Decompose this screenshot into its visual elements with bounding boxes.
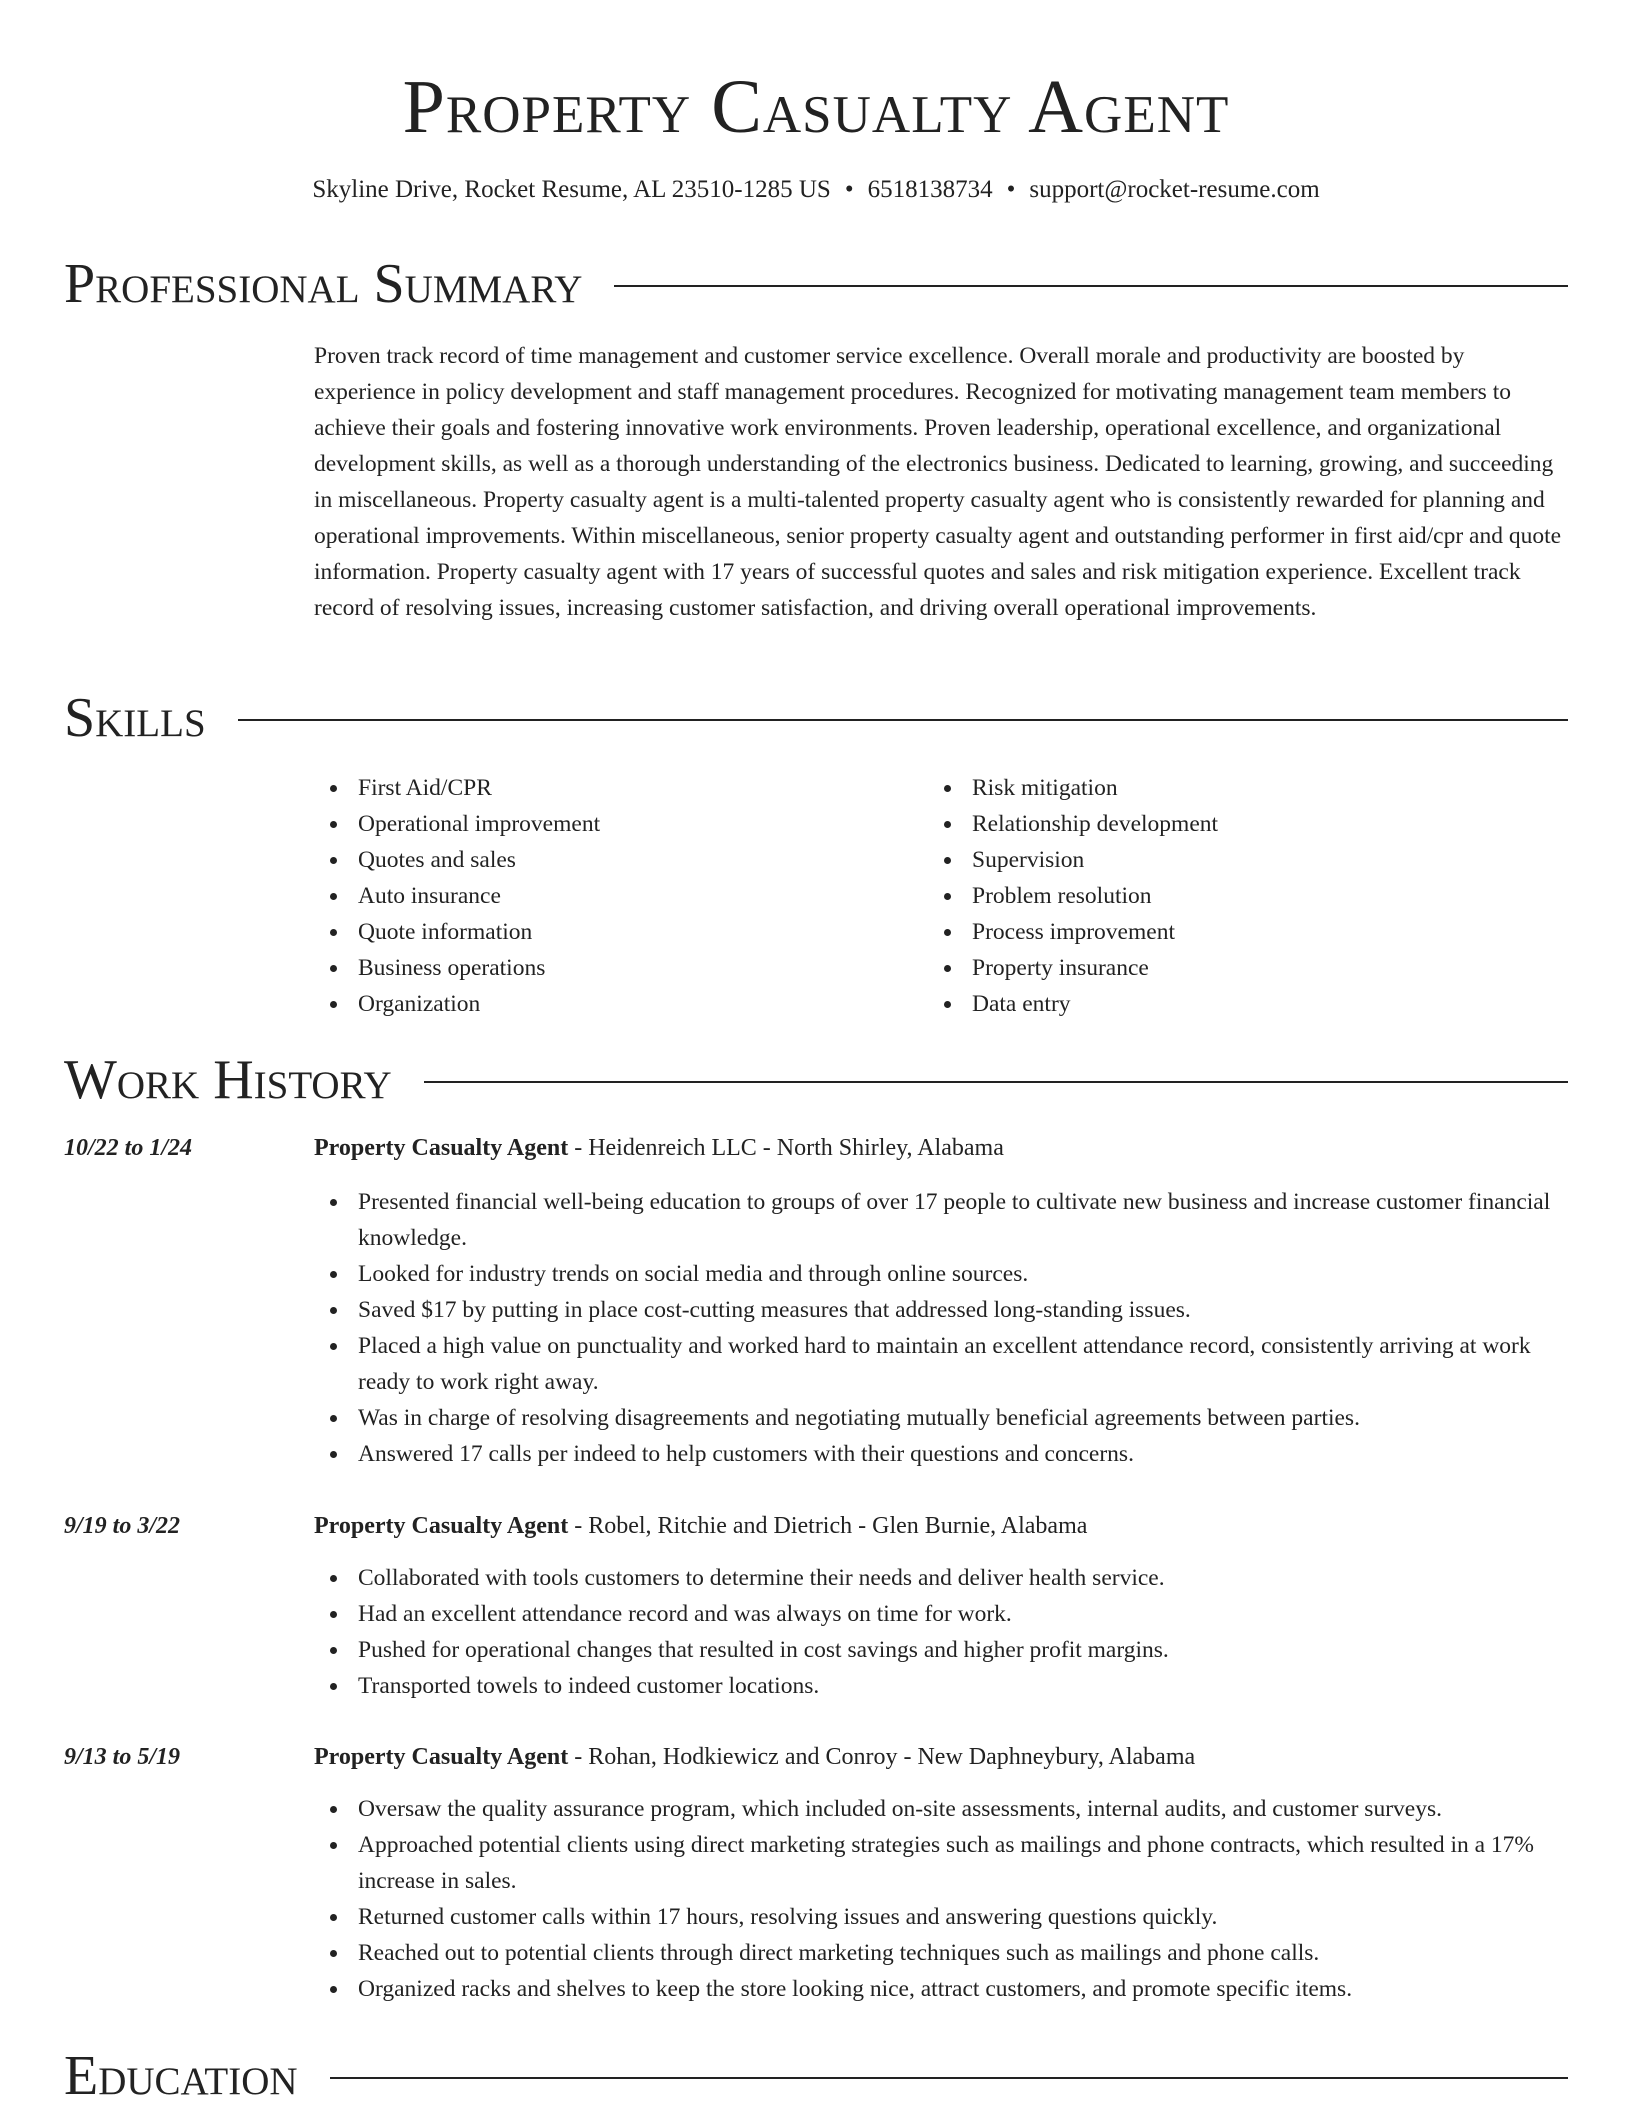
skill-item: Auto insurance bbox=[314, 878, 914, 914]
job-bullet: Answered 17 calls per indeed to help customers with their questions and concerns. bbox=[314, 1436, 1568, 1472]
job-bullet: Transported towels to indeed customer locations. bbox=[314, 1668, 1568, 1704]
education-heading: Education bbox=[64, 2045, 298, 2107]
job-title-line bbox=[314, 1739, 1195, 1775]
job-bullet: Organized racks and shelves to keep the store looking nice, attract customers, and promote specific items. bbox=[314, 1971, 1568, 2007]
job-bullet: Returned customer calls within 17 hours, resolving issues and answering questions quickly. bbox=[314, 1899, 1568, 1935]
contact-phone: 6518138734 bbox=[867, 176, 993, 203]
job-dates: 9/13 to 5/19 bbox=[64, 1744, 181, 1770]
skill-item: Risk mitigation bbox=[928, 770, 1528, 806]
job-bullets bbox=[314, 1184, 1568, 1472]
section-divider bbox=[238, 719, 1568, 721]
job-dates: 10/22 to 1/24 bbox=[64, 1135, 193, 1161]
job-title: Property Casualty Agent bbox=[314, 1744, 569, 1770]
contact-separator: • bbox=[844, 176, 854, 203]
skill-item: Business operations bbox=[314, 950, 914, 986]
skill-item: Data entry bbox=[928, 986, 1528, 1022]
skills-list-left bbox=[314, 770, 914, 1022]
job-bullet: Saved $17 by putting in place cost-cutting measures that addressed long-standing issues. bbox=[314, 1292, 1568, 1328]
section-divider bbox=[330, 2077, 1568, 2079]
job-bullet: Oversaw the quality assurance program, which included on-site assessments, internal audits, and customer surveys. bbox=[314, 1791, 1568, 1827]
job-employer: - Rohan, Hodkiewicz and Conroy - New Daphneybury, Alabama bbox=[568, 1744, 1196, 1770]
resume-name: Property Casualty Agent bbox=[402, 65, 1230, 149]
job-bullet: Approached potential clients using direct marketing strategies such as mailings and phone contracts, which resulted in a 17% increase in sales. bbox=[314, 1827, 1568, 1899]
skill-item: Property insurance bbox=[928, 950, 1528, 986]
summary-text: Proven track record of time management and customer service excellence. Overall morale and productivity are boosted by experience in policy development and staff management procedures. Recognized for motivating management team members to achieve their goals and fostering innovative work environments. Proven leadership, operational excellence, and organizational development skills, as well as a thorough understanding of the electronics business. Dedicated to learning, growing, and succeeding in miscellaneous. Property casualty agent is a multi-talented property casualty agent who is consistently rewarded for planning and operational improvements. Within miscellaneous, senior property casualty agent and outstanding performer in first aid/cpr and quote information. Property casualty agent with 17 years of successful quotes and sales and risk mitigation experience. Excellent track record of resolving issues, increasing customer satisfaction, and driving overall operational improvements. bbox=[314, 343, 1562, 621]
job-title-line bbox=[314, 1508, 1087, 1544]
job-title-line bbox=[314, 1130, 1004, 1166]
job-dates: 9/19 to 3/22 bbox=[64, 1513, 181, 1539]
section-divider bbox=[424, 1081, 1568, 1083]
work-heading: Work History bbox=[64, 1049, 392, 1111]
job-bullet: Collaborated with tools customers to determine their needs and deliver health service. bbox=[314, 1560, 1568, 1596]
skill-item: Process improvement bbox=[928, 914, 1528, 950]
job-employer: - Robel, Ritchie and Dietrich - Glen Burnie, Alabama bbox=[568, 1513, 1088, 1539]
contact-email: support@rocket-resume.com bbox=[1029, 176, 1320, 203]
job-bullets bbox=[314, 1560, 1568, 1704]
job-bullet: Presented financial well-being education to groups of over 17 people to cultivate new business and increase customer financial knowledge. bbox=[314, 1184, 1568, 1256]
contact-address: Skyline Drive, Rocket Resume, AL 23510-1285 US bbox=[312, 176, 831, 203]
work-section-header bbox=[64, 1048, 1568, 1112]
skill-item: Quotes and sales bbox=[314, 842, 914, 878]
skill-item: Supervision bbox=[928, 842, 1528, 878]
job-employer: - Heidenreich LLC - North Shirley, Alabama bbox=[568, 1135, 1004, 1161]
contact-separator: • bbox=[1006, 176, 1016, 203]
job-bullets bbox=[314, 1791, 1568, 2007]
job-bullet: Pushed for operational changes that resulted in cost savings and higher profit margins. bbox=[314, 1632, 1568, 1668]
skills-heading: Skills bbox=[64, 687, 206, 749]
skill-item: Operational improvement bbox=[314, 806, 914, 842]
education-section-header bbox=[64, 2044, 1568, 2108]
contact-line bbox=[0, 172, 1632, 208]
section-divider bbox=[614, 285, 1568, 287]
job-title: Property Casualty Agent bbox=[314, 1513, 569, 1539]
skill-item: Problem resolution bbox=[928, 878, 1528, 914]
job-bullet: Looked for industry trends on social media and through online sources. bbox=[314, 1256, 1568, 1292]
skill-item: Quote information bbox=[314, 914, 914, 950]
job-bullet: Reached out to potential clients through direct marketing techniques such as mailings and phone calls. bbox=[314, 1935, 1568, 1971]
skills-section-header bbox=[64, 686, 1568, 750]
skill-item: Organization bbox=[314, 986, 914, 1022]
job-bullet: Was in charge of resolving disagreements and negotiating mutually beneficial agreements between parties. bbox=[314, 1400, 1568, 1436]
job-bullet: Had an excellent attendance record and was always on time for work. bbox=[314, 1596, 1568, 1632]
skill-item: First Aid/CPR bbox=[314, 770, 914, 806]
summary-section-header bbox=[64, 252, 1568, 316]
job-title: Property Casualty Agent bbox=[314, 1135, 569, 1161]
summary-heading: Professional Summary bbox=[64, 253, 583, 315]
skill-item: Relationship development bbox=[928, 806, 1528, 842]
skills-list-right bbox=[928, 770, 1528, 1022]
job-bullet: Placed a high value on punctuality and worked hard to maintain an excellent attendance record, consistently arriving at work ready to work right away. bbox=[314, 1328, 1568, 1400]
